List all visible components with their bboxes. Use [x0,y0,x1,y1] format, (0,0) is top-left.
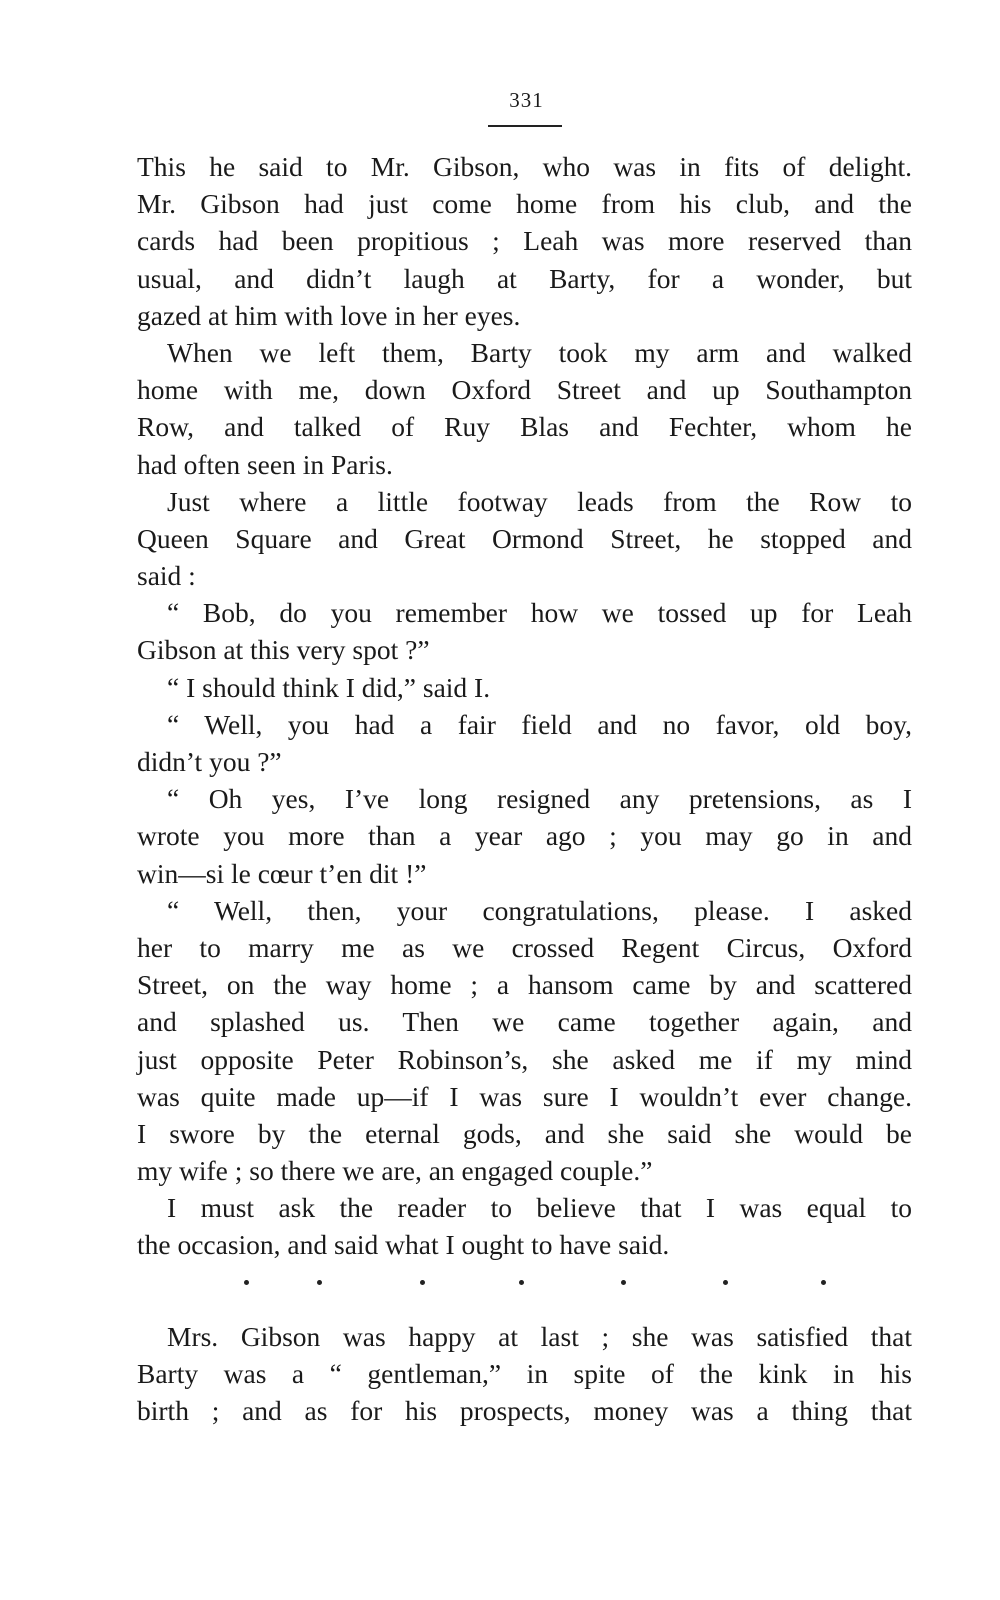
text-line: the occasion, and said what I ought to have said. [137,1229,670,1261]
text-line: Queen Square and Great Ormond Street, he stopped and [137,522,912,554]
text-line: said : [137,560,196,592]
text-line: Gibson at this very spot ?” [137,634,430,666]
spacer [137,1304,912,1318]
text-line: gazed at him with love in her eyes. [137,299,521,331]
ellipsis-dot [723,1280,728,1285]
ellipsis-dot [821,1280,826,1285]
text-line: didn’t you ?” [137,746,282,777]
text-line: Mrs. Gibson was happy at last ; she was satisfied that [167,1320,912,1352]
text-line: her to marry me as we crossed Regent Circus, Oxford [137,931,912,963]
page-number: 331 [509,88,544,112]
text-line: Mr. Gibson had just come home from his club, and the [137,188,912,220]
text-line: This he said to Mr. Gibson, who was in fits of delight. [137,151,912,182]
text-line: “ I should think I did,” said I. [167,671,491,703]
text-line: “ Bob, do you remember how we tossed up for Leah [167,597,912,629]
text-line: home with me, down Oxford Street and up Southampton [137,374,912,406]
text-line: I must ask the reader to believe that I was equal to [167,1192,912,1224]
text-line: “ Oh yes, I’ve long resigned any pretensions, as I [167,783,912,815]
text-line: Just where a little footway leads from the Row to [167,485,912,517]
ellipsis-dot [621,1280,626,1285]
text-line: “ Well, then, your congratulations, please. I asked [167,894,912,926]
text-line: and splashed us. Then we came together again, and [137,1006,912,1038]
section-break-dots [137,1264,912,1304]
text-line: “ Well, you had a fair field and no favor, old boy, [167,708,912,740]
ellipsis-dot [317,1280,322,1285]
text-line: was quite made up—if I was sure I wouldn’t ever change. [137,1080,912,1112]
text-line: Barty was a “ gentleman,” in spite of the kink in his [137,1357,912,1389]
body-text [137,148,912,1429]
text-line: Street, on the way home ; a hansom came by and scattered [137,969,912,1001]
text-line: cards had been propitious ; Leah was more reserved than [137,225,912,257]
text-line: Row, and talked of Ruy Blas and Fechter, whom he [137,411,912,443]
ellipsis-dot [519,1280,524,1285]
text-line: my wife ; so there we are, an engaged couple.” [137,1155,653,1187]
text-line: I swore by the eternal gods, and she said she would be [137,1117,912,1149]
text-line: just opposite Peter Robinson’s, she asked me if my mind [137,1043,912,1075]
page-number-rule [488,125,562,127]
ellipsis-dot [420,1280,425,1285]
text-line: birth ; and as for his prospects, money was a thing that [137,1395,912,1426]
text-line: When we left them, Barty took my arm and walked [167,336,912,368]
ellipsis-dot [244,1280,249,1285]
text-line: had often seen in Paris. [137,448,393,480]
text-line: win—si le cœur t’en dit !” [137,857,427,889]
text-line: usual, and didn’t laugh at Barty, for a wonder, but [137,262,912,294]
text-line: wrote you more than a year ago ; you may go in and [137,820,912,852]
